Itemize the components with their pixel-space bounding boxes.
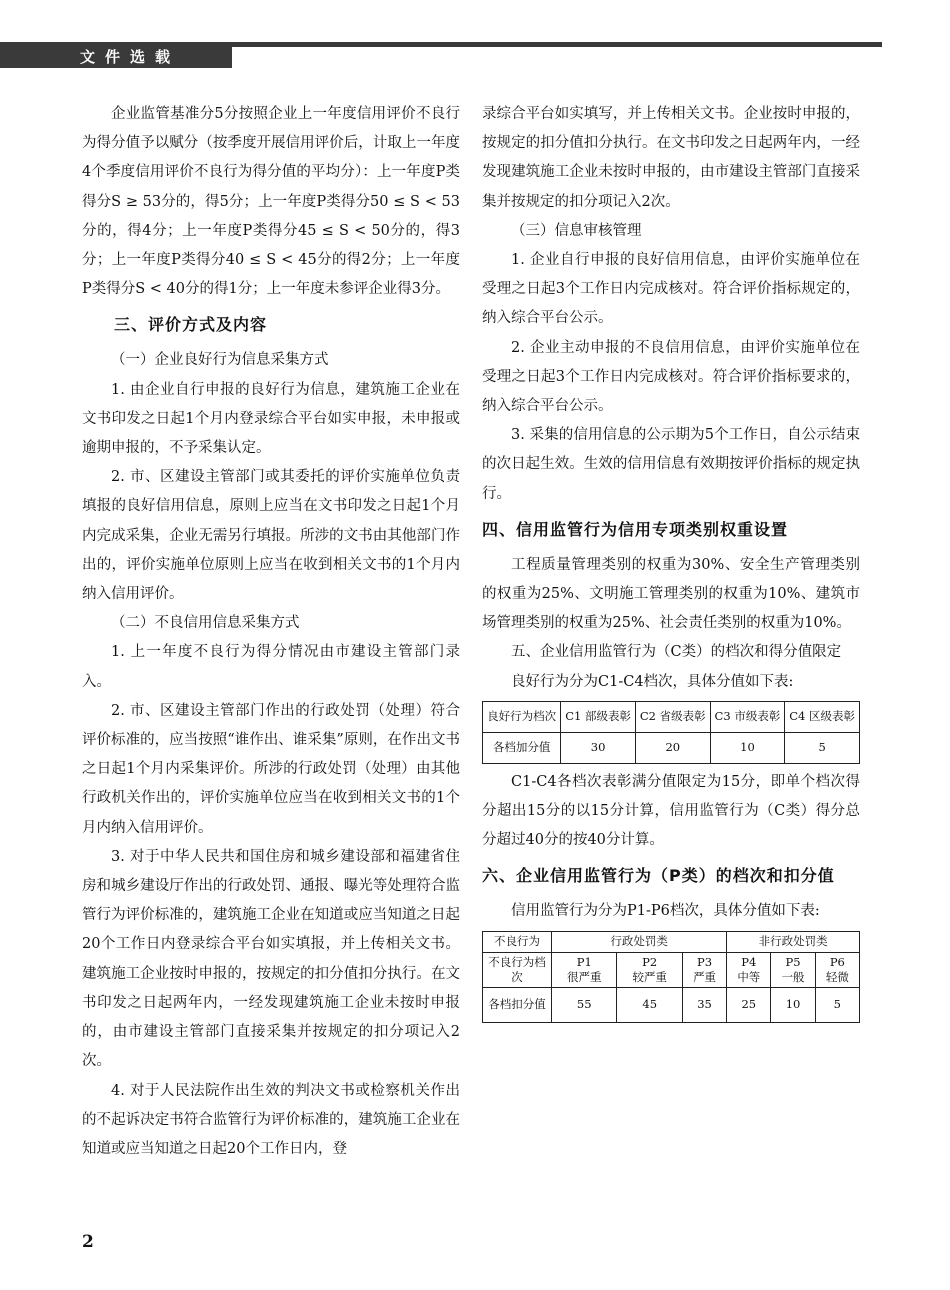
table-row-label: 各档扣分值 <box>483 987 552 1022</box>
paragraph: 录综合平台如实填写，并上传相关文书。企业按时申报的，按规定的扣分值扣分执行。在文书印发之日起两年内，一经发现建筑施工企业未按时申报的，由市建设主管部门直接采集并按规定的扣分项记入2次。 <box>482 106 860 210</box>
table-cell: 30 <box>561 732 636 763</box>
paragraph: 3. 对于中华人民共和国住房和城乡建设部和福建省住房和城乡建设厅作出的行政处罚、通报、曝光等处理符合监管行为评价标准的，建筑施工企业在知道或应当知道之日起20个工作日内登录综合平台如实填报，并上传相关文书。建筑施工企业按时申报的，按规定的扣分值扣分执行。在文书印发之日起两年内，一经发现建筑施工企业未按时申报的，由市建设主管部门直接采集并按规定的扣分项记入2次。 <box>82 848 460 1070</box>
level-name: 轻微 <box>825 969 849 984</box>
right-column <box>482 100 860 1027</box>
level-name: 很严重 <box>566 969 602 984</box>
table-cell <box>617 952 682 987</box>
table-header-cell: C1 部级表彰 <box>561 701 636 732</box>
section-label: 文件选载 <box>80 48 181 66</box>
level-code: P3 <box>697 954 713 969</box>
paragraph: 1. 由企业自行申报的良好行为信息，建筑施工企业在文书印发之日起1个月内登录综合平台如实申报，未申报或逾期申报的，不予采集认定。 <box>82 381 460 457</box>
level-code: P1 <box>576 954 592 969</box>
page-number: 2 <box>82 1232 94 1252</box>
subheading: （二）不良信用信息采集方式 <box>111 615 300 632</box>
level-name: 中等 <box>737 969 761 984</box>
table-header-cell: 良好行为档次 <box>483 701 561 732</box>
paragraph: 2. 市、区建设主管部门作出的行政处罚（处理）符合评价标准的，应当按照“谁作出、谁采集”原则，在作出文书之日起1个月内采集评价。所涉的行政处罚（处理）由其他行政机关作出的，评价实施单位应当在收到相关文书的1个月内纳入信用评价。 <box>82 702 460 836</box>
table-cell <box>682 952 726 987</box>
paragraph: 良好行为分为C1-C4档次，具体分值如下表: <box>511 673 794 690</box>
p-class-table <box>482 931 860 1023</box>
table-cell: 10 <box>771 987 815 1022</box>
table-cell <box>727 952 771 987</box>
table-cell: 25 <box>727 987 771 1022</box>
table-header-cell: C3 市级表彰 <box>710 701 785 732</box>
subheading: （三）信息审核管理 <box>511 222 642 239</box>
paragraph: 工程质量管理类别的权重为30%、安全生产管理类别的权重为25%、文明施工管理类别的权重为10%、建筑市场管理类别的权重为25%、社会责任类别的权重为10%。 <box>482 556 860 632</box>
table-cell: 10 <box>710 732 785 763</box>
level-name: 严重 <box>693 969 717 984</box>
paragraph: 2. 企业主动申报的不良信用信息，由评价实施单位在受理之日起3个工作日内完成核对。符合评价指标要求的，纳入综合平台公示。 <box>482 339 860 415</box>
table-cell: 35 <box>682 987 726 1022</box>
section-heading: 三、评价方式及内容 <box>114 315 268 335</box>
paragraph: 3. 采集的信用信息的公示期为5个工作日，自公示结束的次日起生效。生效的信用信息有效期按评价指标的规定执行。 <box>482 427 860 502</box>
section-heading: 六、企业信用监管行为（P类）的档次和扣分值 <box>482 866 835 886</box>
table-group-header: 行政处罚类 <box>552 931 727 952</box>
table-group-header: 非行政处罚类 <box>727 931 860 952</box>
paragraph: 4. 对于人民法院作出生效的判决文书或检察机关作出的不起诉决定书符合监管行为评价标准的，建筑施工企业在知道或应当知道之日起20个工作日内，登 <box>82 1082 460 1157</box>
table-row-label: 不良行为档次 <box>483 952 552 987</box>
level-code: P2 <box>642 954 658 969</box>
level-name: 一般 <box>781 969 805 984</box>
paragraph: 1. 企业自行申报的良好信用信息，由评价实施单位在受理之日起3个工作日内完成核对。符合评价指标规定的，纳入综合平台公示。 <box>482 252 860 327</box>
level-code: P5 <box>785 954 801 969</box>
paragraph: 信用监管行为分为P1-P6档次，具体分值如下表: <box>511 903 820 920</box>
subheading: （一）企业良好行为信息采集方式 <box>111 352 329 369</box>
table-cell: 5 <box>785 732 860 763</box>
table-cell: 45 <box>617 987 682 1022</box>
level-code: P6 <box>829 954 845 969</box>
table-header-cell: C2 省级表彰 <box>635 701 710 732</box>
table-cell <box>815 952 859 987</box>
paragraph: 1. 上一年度不良行为得分情况由市建设主管部门录入。 <box>82 644 460 690</box>
table-cell: 5 <box>815 987 859 1022</box>
table-header-cell: 不良行为 <box>483 931 552 952</box>
table-header-cell: C4 区级表彰 <box>785 701 860 732</box>
paragraph: C1-C4各档次表彰满分值限定为15分，即单个档次得分超出15分的以15分计算，信用监管行为（C类）得分总分超过40分的按40分计算。 <box>482 773 860 849</box>
paragraph: 五、企业信用监管行为（C类）的档次和得分值限定 <box>511 644 842 661</box>
section-heading: 四、信用监管行为信用专项类别权重设置 <box>482 519 789 539</box>
level-code: P4 <box>741 954 757 969</box>
table-cell: 20 <box>635 732 710 763</box>
level-name: 较严重 <box>632 969 667 984</box>
table-cell <box>771 952 815 987</box>
table-row-label: 各档加分值 <box>483 732 561 763</box>
c-class-table <box>482 701 860 764</box>
table-cell <box>552 952 617 987</box>
paragraph: 2. 市、区建设主管部门或其委托的评价实施单位负责填报的良好信用信息，原则上应当在文书印发之日起1个月内完成采集，企业无需另行填报。所涉的文书由其他部门作出的，评价实施单位原则上应当在收到相关文书的1个月内纳入信用评价。 <box>82 469 460 603</box>
paragraph: 企业监管基准分5分按照企业上一年度信用评价不良行为得分值予以赋分（按季度开展信用评价后，计取上一年度4个季度信用评价不良行为得分值的平均分）：上一年度P类得分S ≥ 53分的，得5分；上一年度P类得分50 ≤ S < 53分的，得4分；上一年度P类得分45 ≤ S < 50分的，得3分；上一年度P类得分40 ≤ S < 45分的得2分；上一年度P类得分S < 40分的得1分；上一年度未参评企业得3分。 <box>82 106 460 298</box>
table-cell: 55 <box>552 987 617 1022</box>
left-column <box>82 100 460 1164</box>
